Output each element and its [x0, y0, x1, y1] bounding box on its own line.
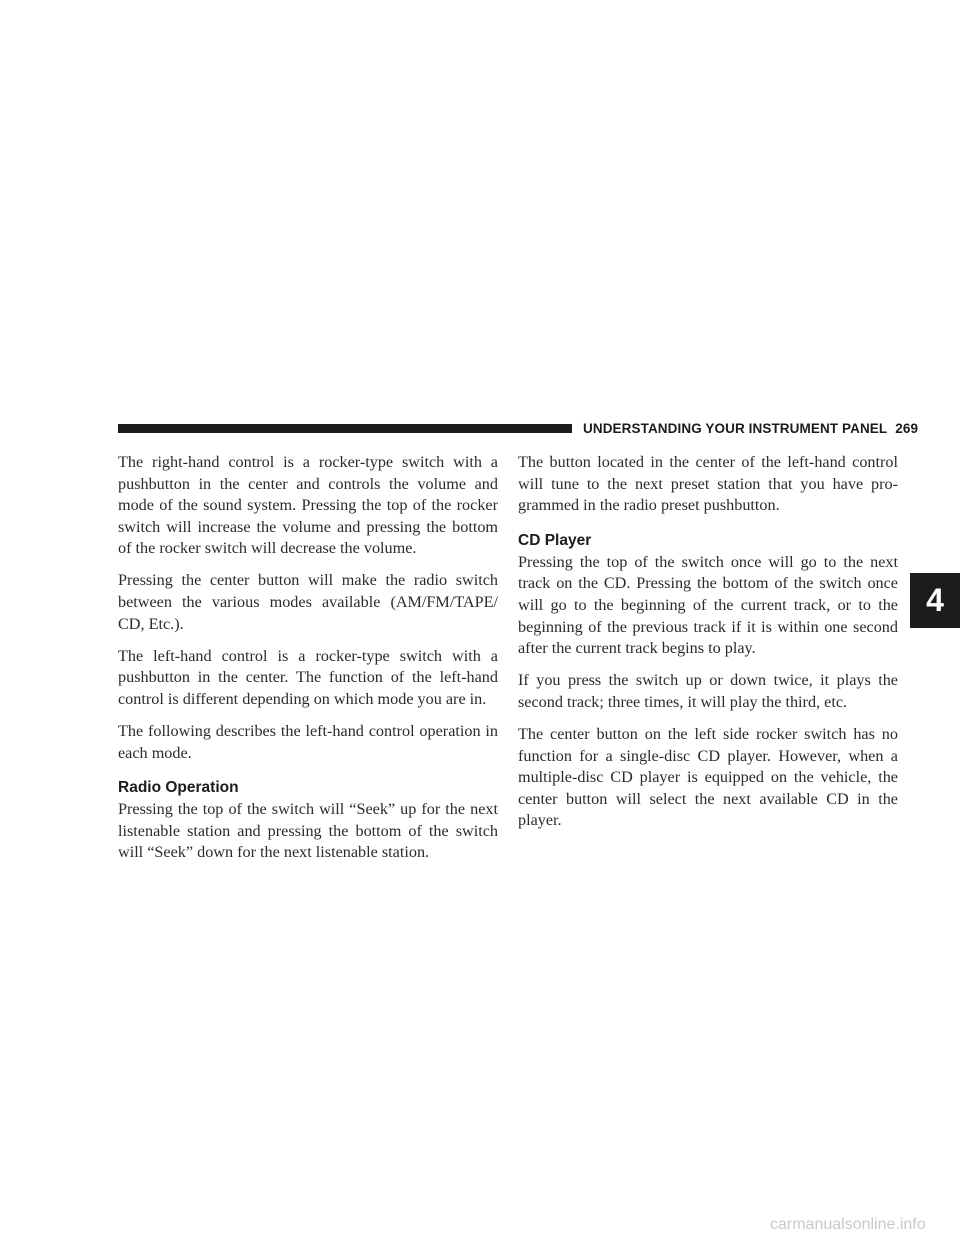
paragraph-left-hand-control: The left-hand control is a rocker-type switch with a pushbutton in the center. The function of the left-hand control is different depending on which mode you are in. [118, 646, 498, 708]
paragraph-cd-twice: If you press the switch up or down twice, it plays the second track; three times, it will play the third, etc. [518, 671, 898, 711]
paragraph-cd-track: Pressing the top of the switch once will go to the next track on the CD. Pressing the bottom of the switch once will go to the beginning of the current track, or to the beginning of the previous track if it is within one second after the current track begins to play. [518, 552, 898, 658]
paragraph-center-button-modes: Pressing the center button will make the radio switch between the various modes available (AM/FM/TAPE/ CD, Etc.). [118, 571, 498, 633]
header-rule [118, 424, 572, 433]
running-header [583, 421, 918, 437]
page-number: 269 [895, 421, 919, 436]
paragraph-radio-seek: Pressing the top of the switch will “Seek” up for the next listenable station and pressing the bottom of the switch will “Seek” down for the next listenable station. [118, 800, 498, 862]
left-column [118, 452, 498, 875]
paragraph-preset-button: The button located in the center of the left-hand control will tune to the next preset station that you have pro-grammed in the radio preset pushbutton. [518, 453, 898, 515]
paragraph-cd-center-button: The center button on the left side rocker switch has no function for a single-disc CD player. However, when a multiple-disc CD player is equipped on the vehicle, the center button will select the next available CD in the player. [518, 724, 898, 830]
paragraph-right-hand-control: The right-hand control is a rocker-type switch with a pushbutton in the center and controls the volume and mode of the sound system. Pressing the top of the rocker switch will increase the volume and pressing the bottom of the rocker switch will decrease the volume. [118, 453, 498, 558]
chapter-tab: 4 [910, 573, 960, 628]
heading-radio-operation: Radio Operation [118, 779, 239, 797]
watermark: carmanualsonline.info [770, 1216, 926, 1233]
right-column [518, 452, 898, 842]
paragraph-mode-intro: The following describes the left-hand control operation in each mode. [118, 722, 498, 762]
heading-cd-player: CD Player [518, 531, 592, 549]
section-title: UNDERSTANDING YOUR INSTRUMENT PANEL [583, 421, 888, 436]
